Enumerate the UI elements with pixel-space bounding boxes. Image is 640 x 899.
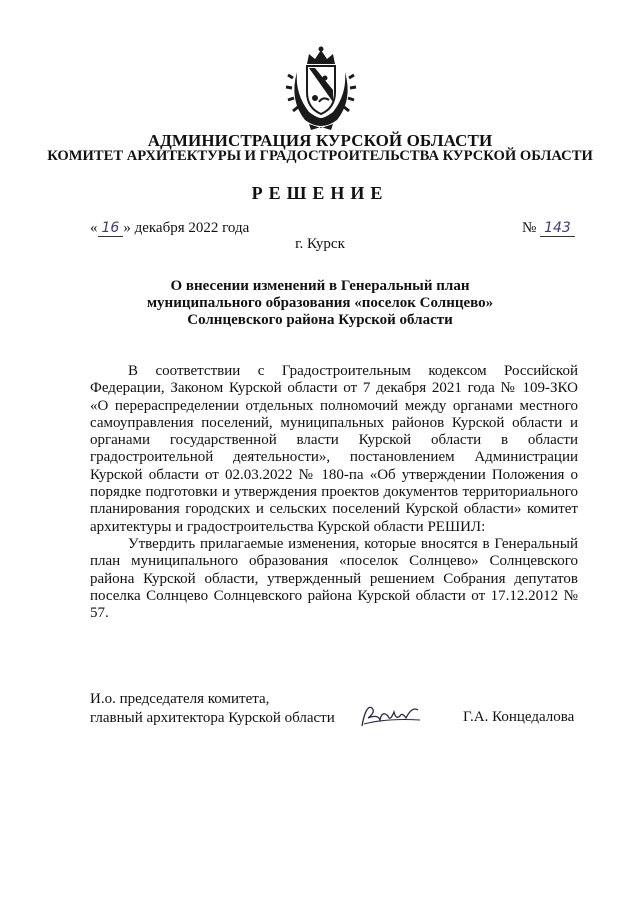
committee-name: КОМИТЕТ АРХИТЕКТУРЫ И ГРАДОСТРОИТЕЛЬСТВА КУРСКОЙ ОБЛАСТИ [47, 148, 593, 164]
document-body [90, 363, 578, 622]
document-date [90, 220, 249, 237]
body-paragraph-2: Утвердить прилагаемые изменения, которые вносятся в Генеральный план муниципального образования «поселок Солнцево» Солнцевского района Курской области, утвержденный решением Собрания депутатов поселка Солнцево Солнцевского района Курской области от 17.12.2012 № 57. [90, 535, 578, 622]
subject-line-3: Солнцевского района Курской области [187, 312, 453, 328]
subject-line-1: О внесении изменений в Генеральный план [170, 278, 470, 294]
number-label: № [522, 220, 537, 236]
city: г. Курск [295, 236, 345, 252]
position-line-1: И.о. председателя комитета, [90, 691, 270, 707]
signatory-position [90, 690, 335, 728]
date-day-handwritten: 16 [98, 220, 124, 237]
number-handwritten: 143 [540, 220, 575, 237]
organization-name: АДМИНИСТРАЦИЯ КУРСКОЙ ОБЛАСТИ [147, 131, 493, 150]
position-line-2: главный архитектора Курской области [90, 710, 335, 726]
document-subject [0, 278, 640, 329]
body-paragraph-1: В соответствии с Градостроительным кодексом Российской Федерации, Законом Курской области от 7 декабря 2021 года № 109-ЗКО «О перераспределении отдельных полномочий между органами местного самоуправления поселений, муниципальных районов Курской области и органами государственной власти Курской области в области градостроительной деятельности», постановлением Администрации Курской области от 02.03.2022 № 180-па «Об утверждении Положения о порядке подготовки и утверждения проектов документов территориального планирования городских и сельских поселений Курской области» комитет архитектуры и градостроительства Курской области РЕШИЛ: [90, 363, 578, 535]
document-title: РЕШЕНИЕ [251, 183, 389, 203]
date-open-quote: « [90, 220, 98, 236]
coat-of-arms-emblem [285, 42, 357, 130]
document-number [522, 220, 575, 237]
signatory-name: Г.А. Концедалова [463, 709, 575, 725]
date-rest: » декабря 2022 года [123, 220, 250, 236]
handwritten-signature [356, 698, 424, 732]
subject-line-2: муниципального образования «поселок Солнцево» [146, 295, 494, 311]
